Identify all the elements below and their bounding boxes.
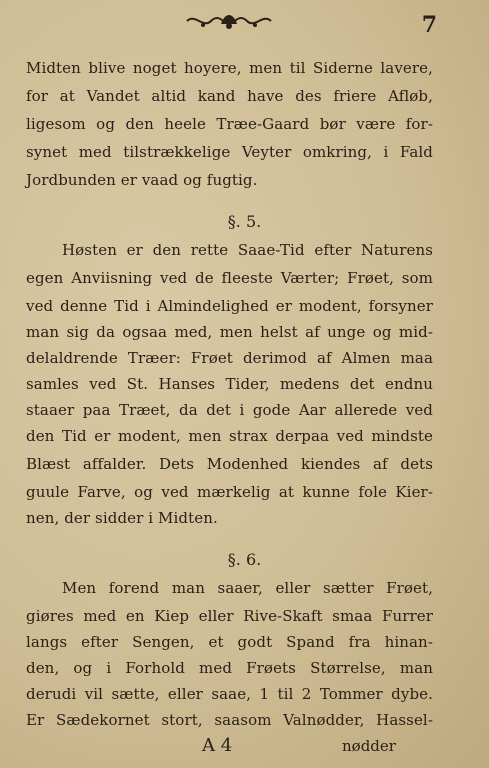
text-line: egen Anviisning ved de fleeste Værter; Frøet, som [26, 269, 433, 287]
text-line: ved denne Tid i Almindelighed er modent, forsyner [26, 297, 433, 315]
page-number: 7 [421, 12, 437, 38]
section-heading: §. 6. [227, 550, 262, 569]
signature-mark: A 4 [202, 735, 233, 756]
text-line: ligesom og den heele Træe-Gaard bør være for- [26, 115, 433, 133]
text-line: den, og i Forhold med Frøets Størrelse, man [26, 659, 433, 677]
section-heading: §. 5. [227, 212, 262, 231]
text-line: giøres med en Kiep eller Rive-Skaft smaa Furrer [26, 607, 433, 625]
text-line: man sig da ogsaa med, men helst af unge og mid- [26, 323, 433, 341]
text-line: delaldrende Træer: Frøet derimod af Almen maa [26, 349, 433, 367]
text-line: nen, der sidder i Midten. [26, 509, 218, 527]
text-line: samles ved St. Hanses Tider, medens det endnu [26, 375, 433, 393]
text-line: Høsten er den rette Saae-Tid efter Naturens [62, 241, 433, 259]
decorative-ornament-icon [185, 10, 273, 32]
text-line: langs efter Sengen, et godt Spand fra hinan- [26, 633, 433, 651]
catchword: nødder [342, 737, 396, 755]
text-line: for at Vandet altid kand have des friere Afløb, [26, 87, 433, 105]
text-line: staaer paa Træet, da det i gode Aar allerede ved [26, 401, 433, 419]
text-line: Er Sædekornet stort, saasom Valnødder, Hassel- [26, 711, 433, 729]
text-line: derudi vil sætte, eller saae, 1 til 2 Tommer dybe. [26, 685, 433, 703]
text-line: Men forend man saaer, eller sætter Frøet, [62, 579, 433, 597]
text-line: synet med tilstrækkelige Veyter omkring, i Fald [26, 143, 433, 161]
text-line: Midten blive noget hoyere, men til Siderne lavere, [26, 59, 433, 77]
text-line: Jordbunden er vaad og fugtig. [26, 171, 258, 189]
text-line: Blæst affalder. Dets Modenhed kiendes af dets [26, 455, 433, 473]
text-line: guule Farve, og ved mærkelig at kunne fole Kier- [26, 483, 433, 501]
text-line: den Tid er modent, men strax derpaa ved mindste [26, 427, 433, 445]
